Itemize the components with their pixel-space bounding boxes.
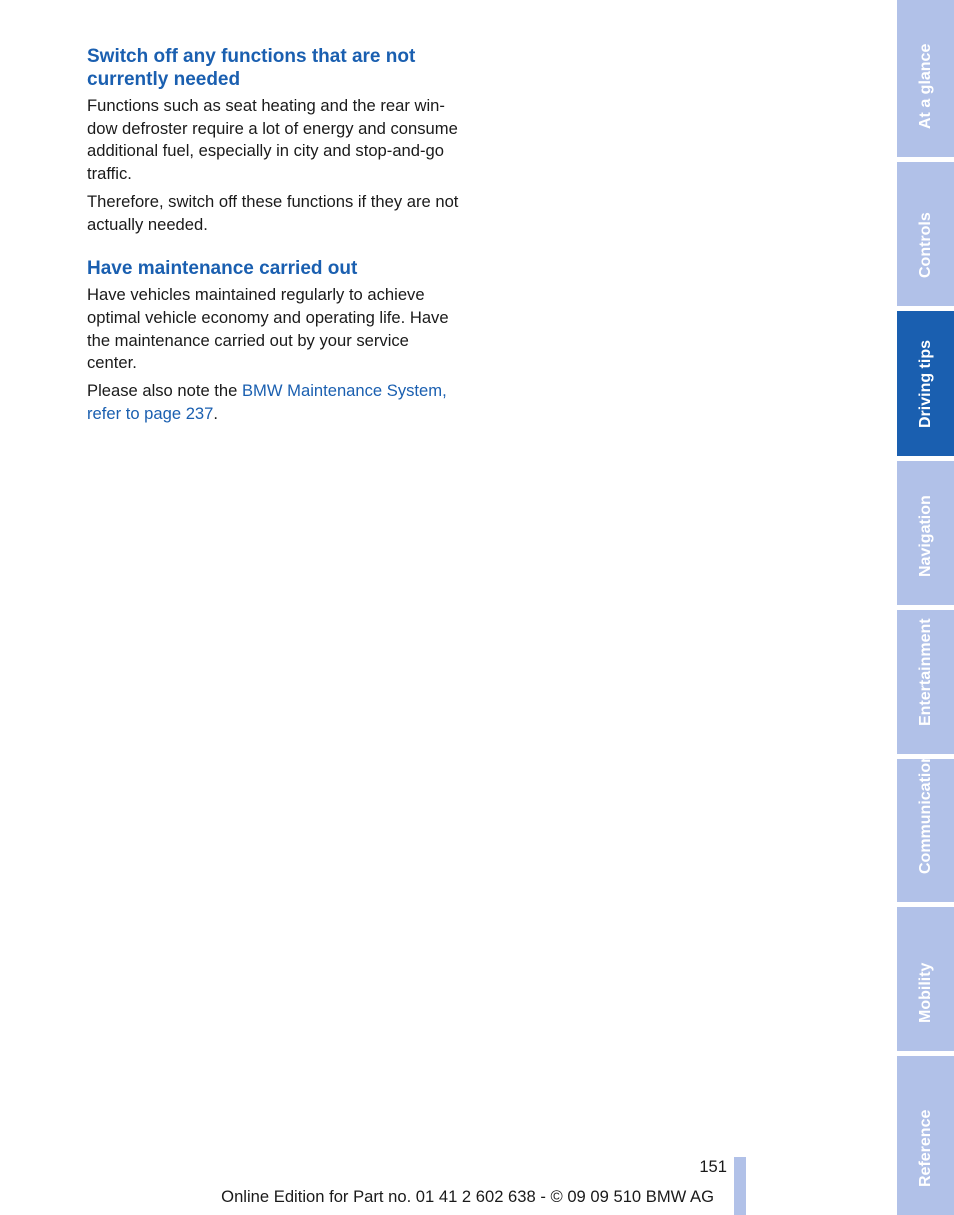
page-number: 151 xyxy=(699,1157,727,1176)
tab-label: Reference xyxy=(916,1109,934,1187)
reference-suffix: . xyxy=(213,403,219,423)
tab-at-a-glance[interactable] xyxy=(897,0,954,157)
tab-label: Controls xyxy=(916,212,934,278)
tab-entertainment[interactable] xyxy=(897,610,954,754)
tab-navigation[interactable] xyxy=(897,461,954,605)
tab-driving-tips[interactable] xyxy=(897,311,954,456)
paragraph-maintenance-reference xyxy=(87,380,459,425)
tab-controls[interactable] xyxy=(897,162,954,306)
chapter-sidebar xyxy=(897,0,954,1215)
paragraph-maintenance: Have vehicles maintained regularly to achieve optimal vehicle economy and operating life. Have the maintenance carried out by your service center. xyxy=(87,285,449,373)
tab-label: Communication xyxy=(916,753,934,874)
maintenance-system-link[interactable]: BMW Maintenance System, refer to page 237 xyxy=(87,381,447,423)
page-marker-bar xyxy=(734,1157,746,1215)
tab-label: At a glance xyxy=(916,43,934,129)
section-heading-maintenance: Have maintenance carried out xyxy=(87,258,358,280)
tab-mobility[interactable] xyxy=(897,907,954,1051)
tab-label: Entertainment xyxy=(916,618,934,726)
reference-prefix: Please also note the xyxy=(87,381,242,401)
tab-label: Navigation xyxy=(916,495,934,577)
section-heading-switch-off-functions: Switch off any functions that are not currently needed xyxy=(87,46,416,90)
tab-reference[interactable] xyxy=(897,1056,954,1215)
paragraph-energy-consumers: Functions such as seat heating and the rear window defroster require a lot of energy and consume additional fuel, especially in city and stop-and-go traffic. xyxy=(87,96,458,184)
main-content xyxy=(87,44,459,425)
tab-label: Driving tips xyxy=(916,339,934,428)
paragraph-switch-off-advice: Therefore, switch off these functions if they are not actually needed. xyxy=(87,191,459,234)
tab-label: Mobility xyxy=(916,962,934,1023)
footer-edition-note: Online Edition for Part no. 01 41 2 602 638 - © 09 09 510 BMW AG xyxy=(221,1187,714,1206)
tab-communication[interactable] xyxy=(897,753,954,902)
